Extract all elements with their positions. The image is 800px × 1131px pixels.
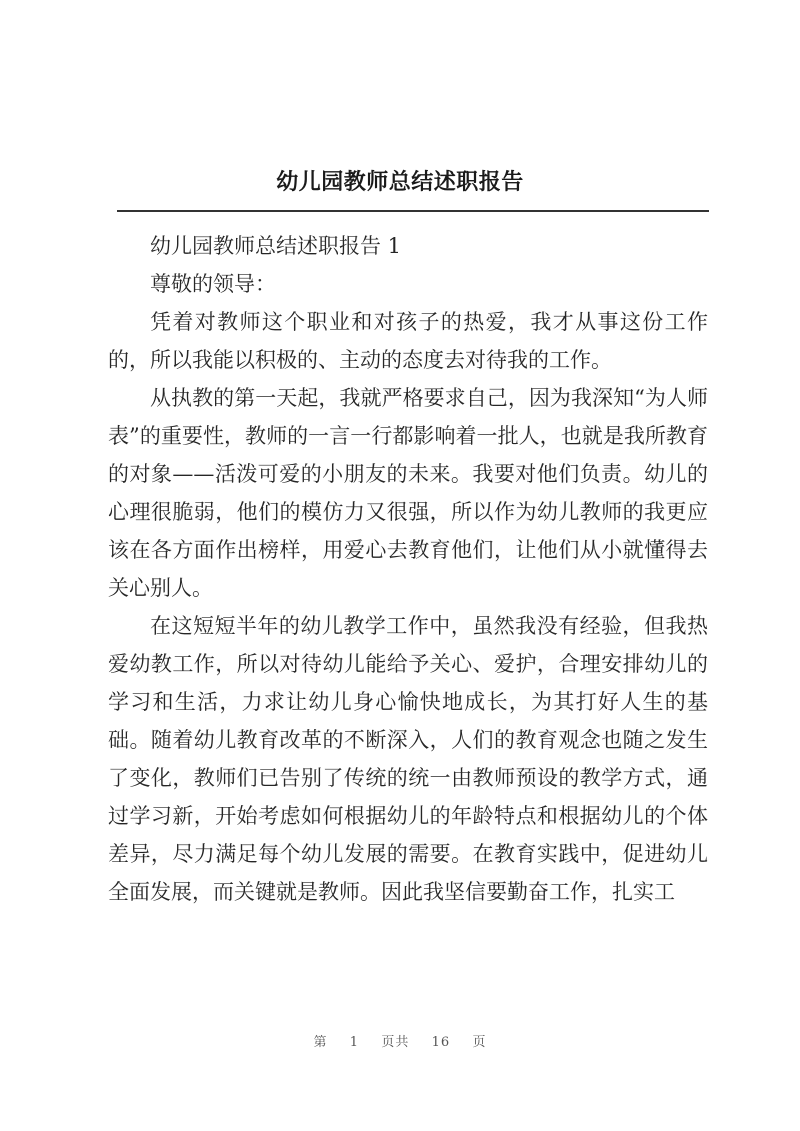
page-footer xyxy=(0,1031,800,1050)
footer-prefix: 第 xyxy=(313,1035,328,1050)
document-body xyxy=(108,227,708,911)
salutation: 尊敬的领导： xyxy=(150,272,276,296)
footer-mid: 页共 xyxy=(381,1035,410,1050)
footer-total-pages: 16 xyxy=(431,1035,451,1050)
footer-suffix: 页 xyxy=(472,1035,487,1050)
footer-current-page: 1 xyxy=(349,1035,360,1050)
document-title: 幼儿园教师总结述职报告 xyxy=(276,169,524,195)
body-paragraph: 凭着对教师这个职业和对孩子的热爱，我才从事这份工作的，所以我能以积极的、主动的态度去对待我的工作。 xyxy=(108,310,708,372)
body-paragraph: 在这短短半年的幼儿教学工作中，虽然我没有经验，但我热爱幼教工作，所以对待幼儿能给予关心、爱护，合理安排幼儿的学习和生活，力求让幼儿身心愉快地成长，为其打好人生的基础。随着幼儿教育改革的不断深入，人们的教育观念也随之发生了变化，教师们已告别了传统的统一由教师预设的教学方式，通过学习新，开始考虑如何根据幼儿的年龄特点和根据幼儿的个体差异，尽力满足每个幼儿发展的需要。在教育实践中，促进幼儿全面发展，而关键就是教师。因此我坚信要勤奋工作，扎实工 xyxy=(108,614,708,904)
title-divider xyxy=(117,210,709,212)
body-paragraph: 从执教的第一天起，我就严格要求自己，因为我深知“为人师表”的重要性，教师的一言一行都影响着一批人，也就是我所教育的对象——活泼可爱的小朋友的未来。我要对他们负责。幼儿的心理很脆弱，他们的模仿力又很强，所以作为幼儿教师的我更应该在各方面作出榜样，用爱心去教育他们，让他们从小就懂得去关心别人。 xyxy=(108,386,708,600)
section-heading: 幼儿园教师总结述职报告 1 xyxy=(150,234,402,258)
